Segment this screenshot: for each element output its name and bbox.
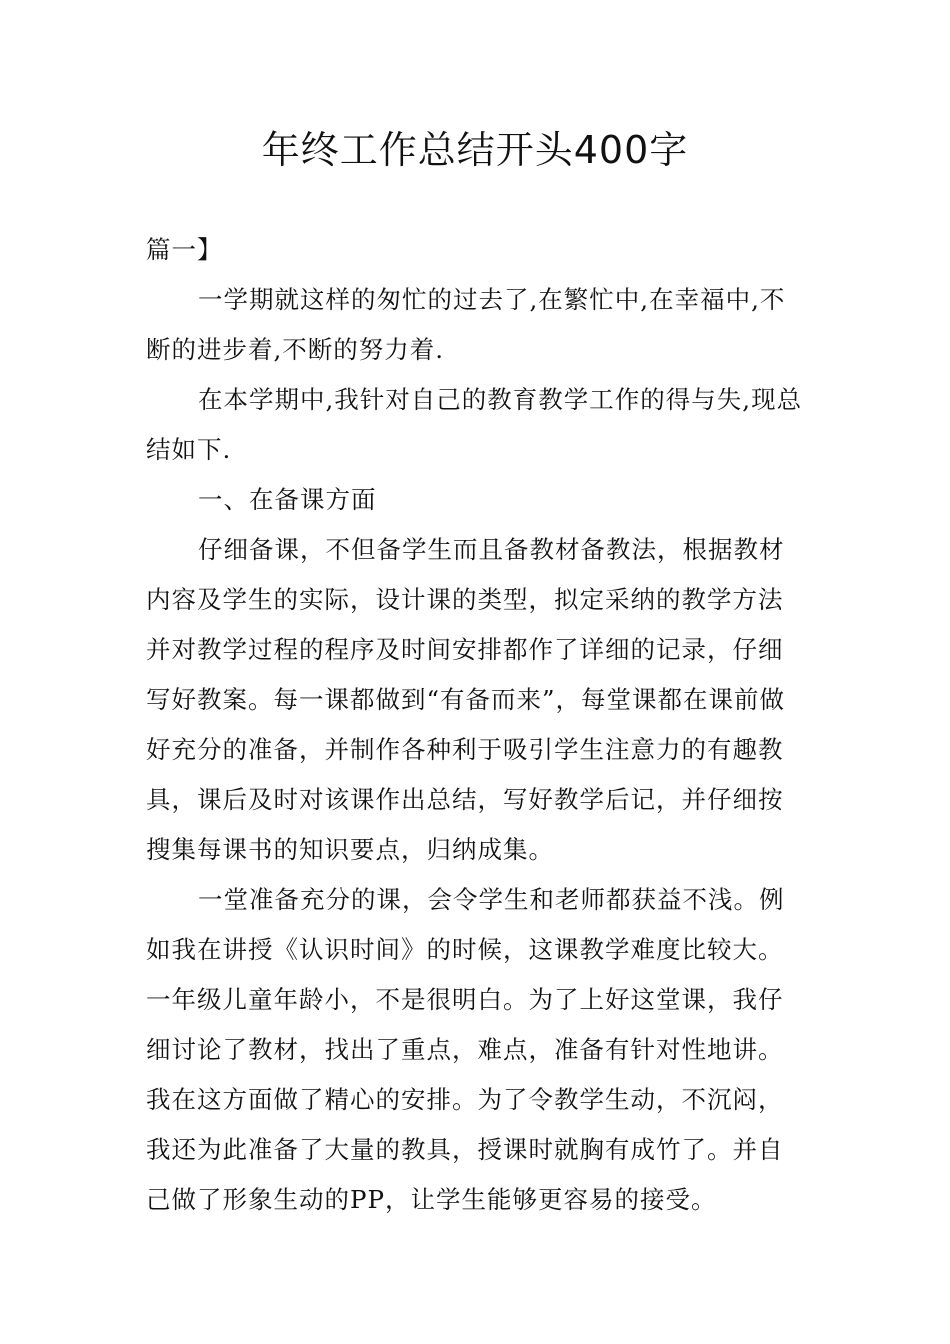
paragraph-lesson-prep: 仔细备课，不但备学生而且备教材备教法，根据教材内容及学生的实际，设计课的类型，拟定采纳的教学方法并对教学过程的程序及时间安排都作了详细的记录，仔细写好教案。每一课都做到“有备而来”，每堂课都在课前做好充分的准备，并制作各种利于吸引学生注意力的有趣教具，课后及时对该课作出总结，写好教学后记，并仔细按搜集每课书的知识要点，归纳成集。 [146,535,786,864]
document-body [146,225,808,1225]
paragraph-intro: 一学期就这样的匆忙的过去了,在繁忙中,在幸福中,不断的进步着,不断的努力着. [146,285,786,364]
paragraph-lesson-example: 一堂准备充分的课，会令学生和老师都获益不浅。例如我在讲授《认识时间》的时候，这课教学难度比较大。一年级儿童年龄小，不是很明白。为了上好这堂课，我仔细讨论了教材，找出了重点，难点，准备有针对性地讲。我在这方面做了精心的安排。为了令教学生动，不沉闷，我还为此准备了大量的教具，授课时就胸有成竹了。并自己做了形象生动的PP，让学生能够更容易的接受。 [146,885,785,1214]
paragraph-summary-lead: 在本学期中,我针对自己的教育教学工作的得与失,现总结如下. [146,385,803,464]
document-title: 年终工作总结开头400字 [261,128,689,172]
section-label: 篇一】 [146,235,223,264]
section-heading-lesson-prep: 一、在备课方面 [198,485,377,514]
